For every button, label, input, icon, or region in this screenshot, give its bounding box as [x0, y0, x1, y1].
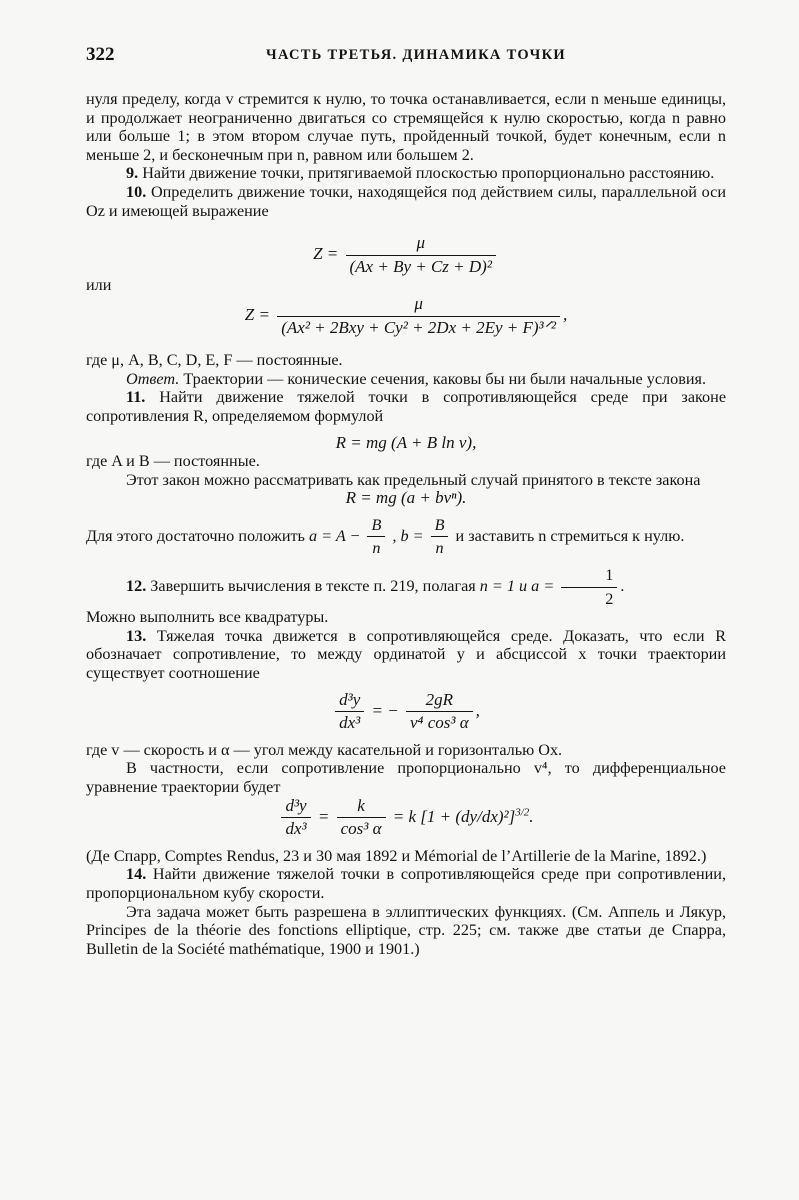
fraction: $\frac{k}{\text{cos³ α}}$: [337, 797, 386, 839]
formula-r-power: R = mg (a + bvⁿ).: [345, 488, 467, 508]
or-word: или: [86, 276, 112, 295]
problem-11: [86, 388, 726, 425]
fraction: $\frac{\text{d³y}}{\text{dx³}}$: [335, 691, 364, 733]
page-body: [86, 90, 726, 958]
problem-text: Найти движение точки, притягиваемой плоскостью пропорционально расстоянию.: [142, 164, 715, 183]
intro-paragraph: нуля пределу, когда v стремится к нулю, то точка останавливается, если n меньше единицы, и продолжает неограниченно двигаться со стремящейся к нулю скоростью, когда n равно или больше 1; в этом втором случае путь, пройденный точкой, будет конечным, если n меньше 2, и бесконечным при n, равном или большем 2.: [86, 90, 726, 164]
constants-line: где μ, A, B, C, D, E, F — постоянные.: [86, 351, 343, 370]
problem-12: 12. Завершить вычисления в тексте п. 219, полагая n = 1 и a = $\frac{1}{2}$ .: [126, 566, 625, 608]
formula-d3y-2: $\frac{\text{d³y}}{\text{dx³}}$ = $\frac{k}{\text{cos³ α}}$ = k $[1 + (dy/dx)^2]^{3/2}$.: [86, 797, 726, 839]
problem-number: 9.: [126, 164, 139, 183]
problem-number: 12.: [126, 576, 147, 595]
fraction: $\frac{\text{d³y}}{\text{dx³}}$: [281, 797, 310, 839]
problem-14: [86, 865, 726, 902]
problem-10: [86, 183, 726, 220]
paragraph: Можно выполнить все квадратуры.: [86, 608, 329, 627]
problem-number: 10.: [126, 182, 147, 201]
paragraph: В частности, если сопротивление пропорционально v⁴, то дифференциальное уравнение траектории будет: [86, 759, 726, 796]
problem-text: Завершить вычисления в тексте п. 219, полагая: [150, 576, 476, 595]
fraction: $\frac{2gR}{\text{v⁴ cos³ α}}$: [406, 691, 473, 733]
formula-r-log: R = mg (A + B ln v),: [335, 432, 477, 452]
problem-text: Найти движение тяжелой точки в сопротивляющейся среде при законе сопротивления R, определяемом формулой: [86, 388, 726, 425]
paragraph: Этот закон можно рассматривать как предельный случай принятого в тексте закона: [126, 470, 701, 489]
page-header: [86, 44, 739, 68]
fraction: $\frac{B}{n}$: [367, 516, 385, 558]
fraction: $\frac{B}{n}$: [431, 516, 449, 558]
formula-z-2: Z = $\frac{\mu}{\text{(Ax² + 2Bxy + Cy² + 2Dx + 2Ey + F)³ᐟ²}}$ ,: [244, 293, 568, 337]
running-title: ЧАСТЬ ТРЕТЬЯ. ДИНАМИКА ТОЧКИ: [266, 47, 566, 63]
problem-text: Определить движение точки, находящейся под действием силы, параллельной оси Oz и имеющей выражение: [86, 182, 727, 220]
problem-number: 13.: [126, 626, 147, 645]
answer: [86, 370, 726, 389]
problem-13: [86, 627, 726, 683]
answer-text: Траектории — конические сечения, каковы бы ни были начальные условия.: [183, 369, 706, 388]
page-number: 322: [86, 44, 115, 65]
paragraph-substitution: Для этого достаточно положить a = A − $\frac{B}{n}$ , b = $\frac{B}{n}$ и заставить n стремиться к нулю.: [86, 515, 685, 558]
problem-9: [86, 164, 726, 183]
paragraph: где v — скорость и α — угол между касательной и горизонталью Ox.: [86, 740, 563, 759]
formula-z-1: Z = $\frac{\mu}{\text{(Ax + By + Cz + D)²}}$: [86, 234, 726, 276]
problem-text: Найти движение тяжелой точки в сопротивляющейся среде при сопротивлении, пропорциональном кубу скорости.: [86, 865, 726, 902]
problem-text: Тяжелая точка движется в сопротивляющейся среде. Доказать, что если R обозначает сопротивление, то между ординатой y и абсциссой x точки траектории существует соотношение: [86, 626, 726, 683]
formula-d3y-1: $\frac{\text{d³y}}{\text{dx³}}$ = − $\frac{2gR}{\text{v⁴ cos³ α}}$ ,: [86, 691, 726, 733]
constants-line: где A и B — постоянные.: [86, 452, 260, 471]
note: Эта задача может быть разрешена в эллиптических функциях. (См. Аппель и Лякур, Principes de la théorie des fonctions elliptique, стр. 225; см. также две статьи де Спарра, Bulletin de la Société mathématique, 1900 и 1901.): [86, 902, 726, 958]
problem-number: 14.: [126, 865, 147, 884]
fraction: $\frac{\mu}{\text{(Ax² + 2Bxy + Cy² + 2Dx + 2Ey + F)³ᐟ²}}$: [277, 295, 560, 337]
fraction: $\frac{1}{2}$: [561, 566, 617, 608]
fraction: $\frac{\mu}{\text{(Ax + By + Cz + D)²}}$: [346, 234, 496, 276]
reference: (Де Спарр, Comptes Rendus, 23 и 30 мая 1892 и Mémorial de l’Artillerie de la Marine, 1892.): [86, 846, 707, 865]
problem-number: 11.: [126, 388, 146, 407]
answer-label: Ответ.: [126, 369, 180, 388]
